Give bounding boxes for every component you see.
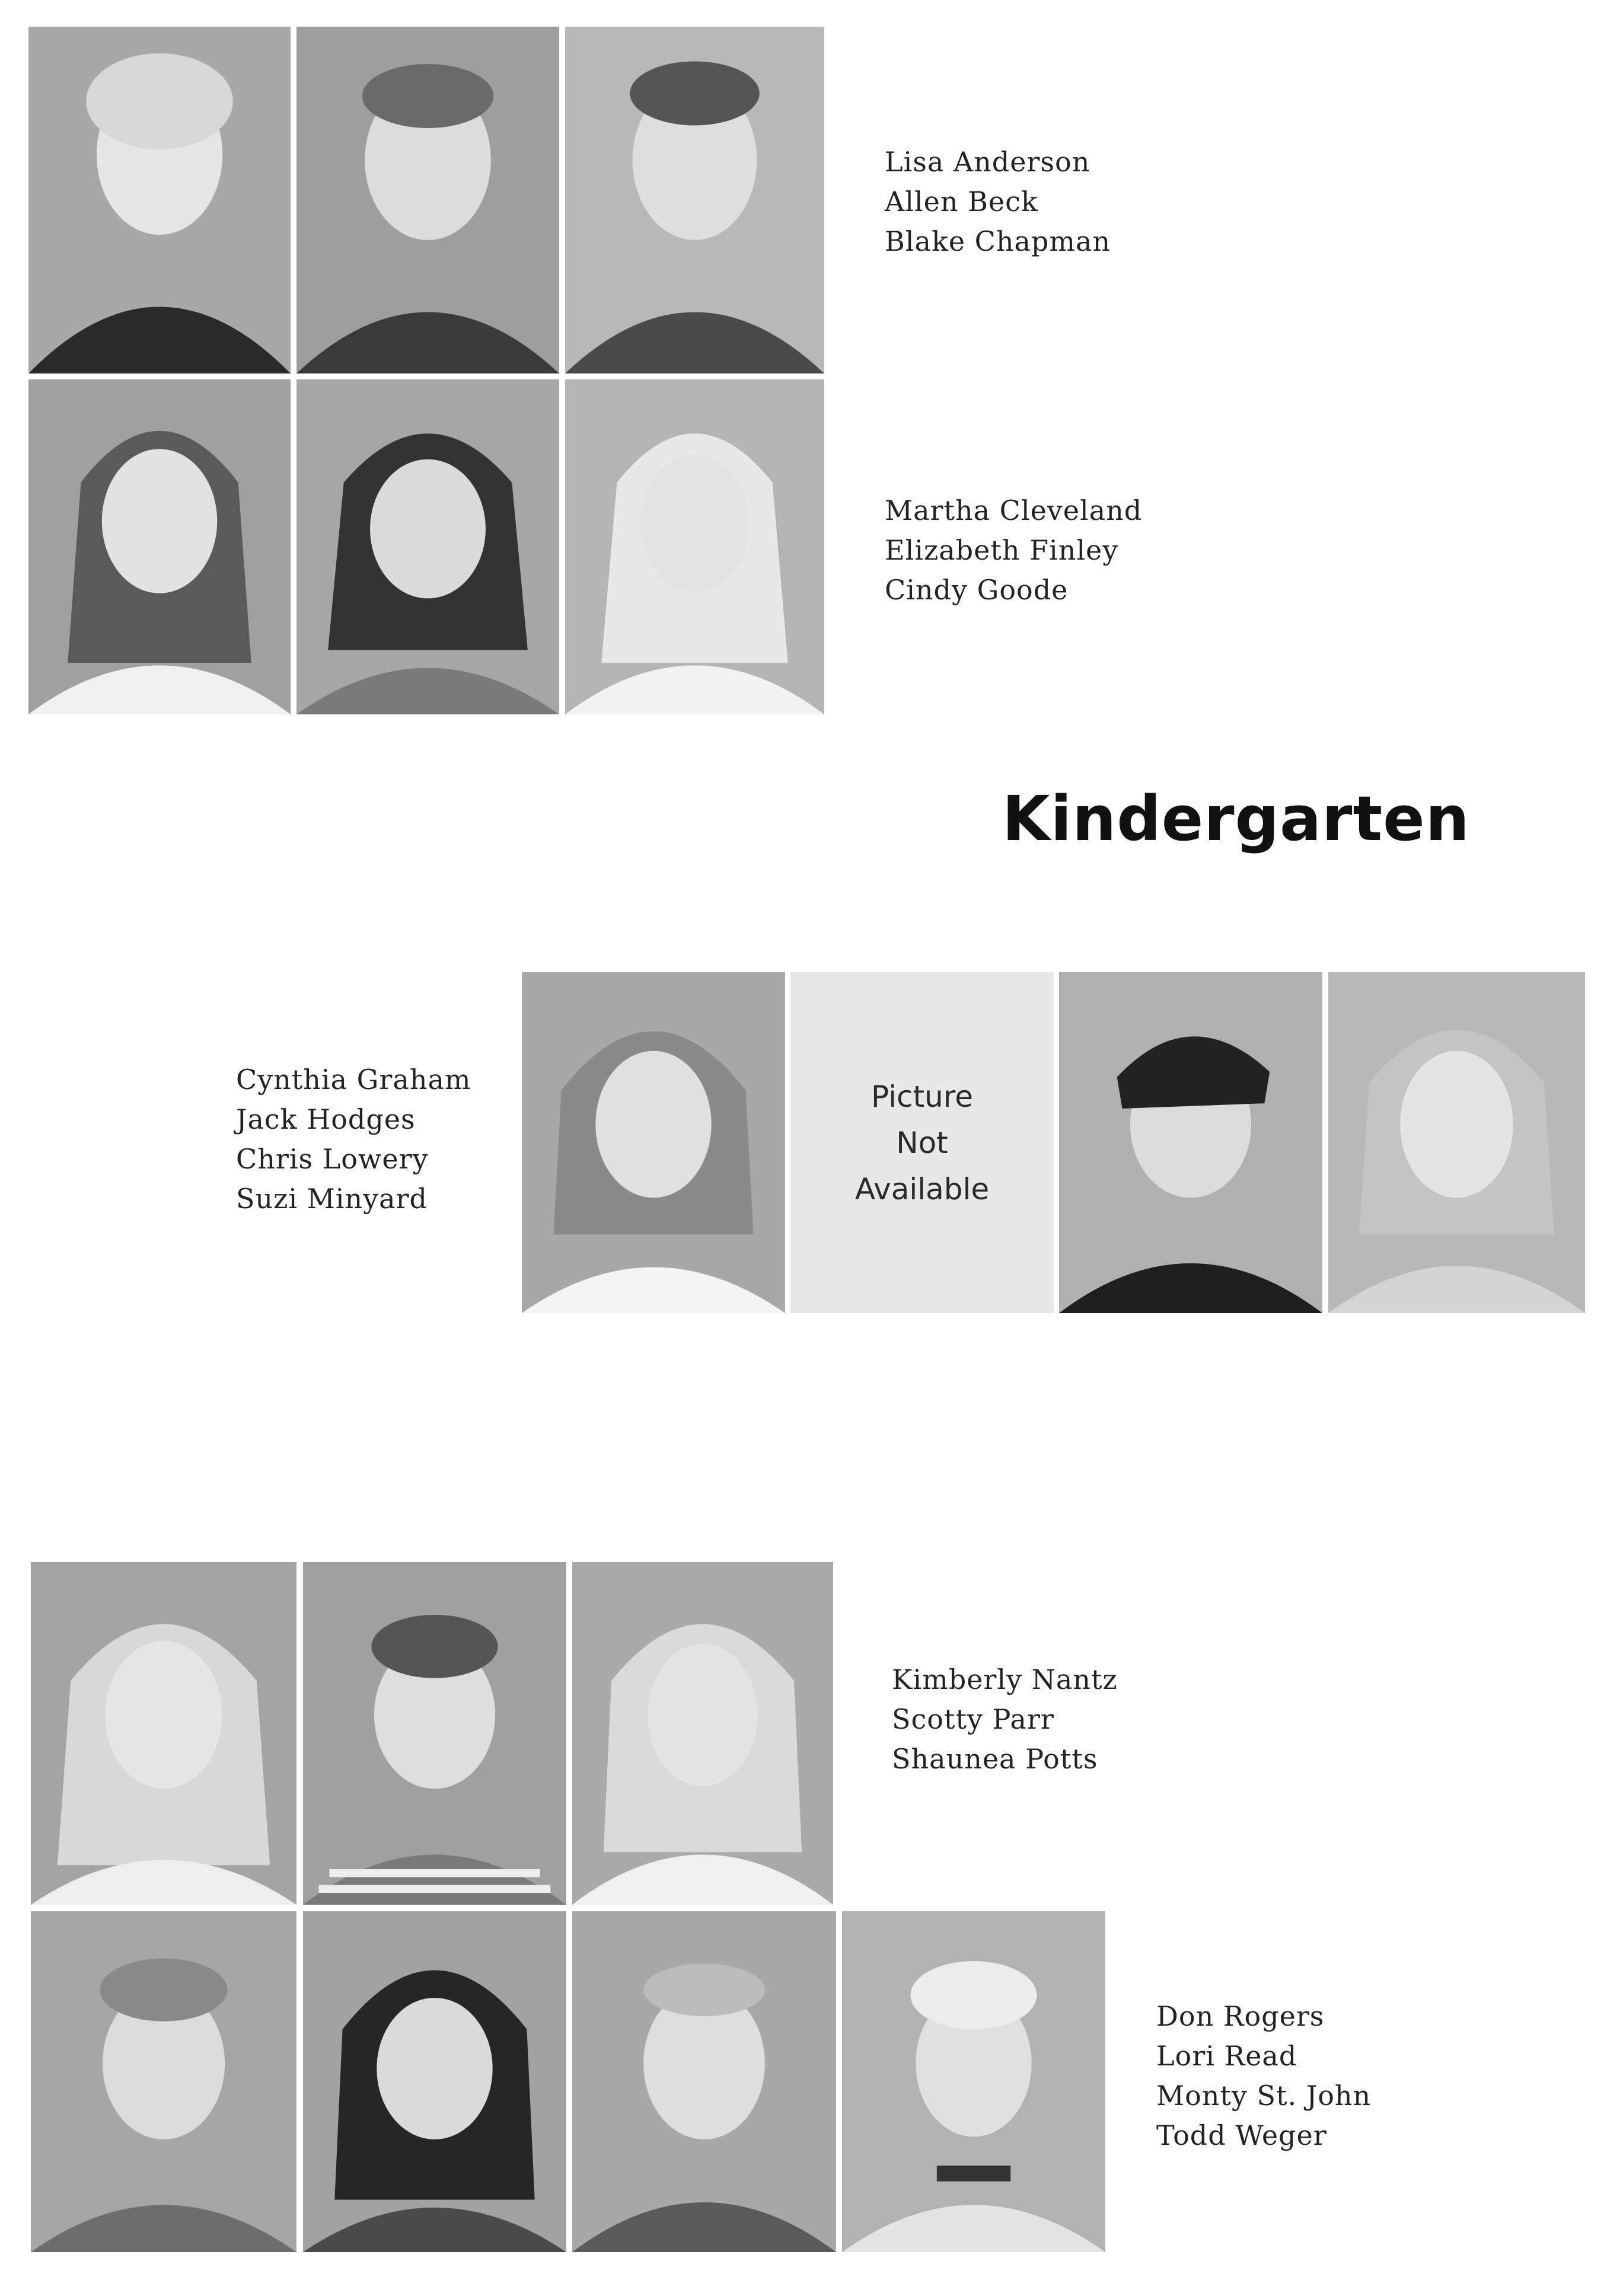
- portrait-photo: [296, 27, 559, 373]
- name-list: [885, 142, 1111, 261]
- student-name: Chris Lowery: [236, 1143, 429, 1175]
- student-name: Cynthia Graham: [236, 1064, 471, 1096]
- portrait-photo: [572, 1562, 833, 1905]
- name-list: [1156, 1997, 1371, 2156]
- student-name: Martha Cleveland: [885, 494, 1143, 526]
- student-name: Lisa Anderson: [885, 146, 1090, 178]
- student-name: Scotty Parr: [892, 1703, 1054, 1735]
- portrait-photo: [572, 1911, 836, 2252]
- student-name: Kimberly Nantz: [892, 1663, 1118, 1695]
- portrait-photo: [28, 379, 291, 714]
- portrait-photo: [31, 1562, 296, 1905]
- portrait-photo: [296, 379, 559, 714]
- portrait-photo: [522, 972, 785, 1313]
- placeholder-text: Picture: [871, 1079, 973, 1114]
- portrait-photo: [31, 1911, 296, 2252]
- student-name: Elizabeth Finley: [885, 534, 1119, 566]
- portrait-photo: [1328, 972, 1585, 1313]
- student-name: Todd Weger: [1156, 2119, 1327, 2151]
- student-name: Jack Hodges: [236, 1103, 416, 1135]
- portrait-photo: [1059, 972, 1322, 1313]
- portrait-photo: [303, 1562, 566, 1905]
- name-list: [885, 491, 1142, 610]
- student-name: Allen Beck: [885, 186, 1038, 218]
- portrait-photo: [303, 1911, 566, 2252]
- page-title: Kindergarten: [1002, 783, 1470, 855]
- name-list: [236, 1060, 471, 1219]
- placeholder-text: Not: [896, 1125, 948, 1160]
- student-name: Lori Read: [1156, 2040, 1297, 2072]
- student-name: Blake Chapman: [885, 225, 1111, 257]
- portrait-photo: [565, 27, 824, 373]
- portrait-photo: [842, 1911, 1105, 2252]
- student-name: Cindy Goode: [885, 574, 1069, 606]
- student-name: Shaunea Potts: [892, 1743, 1098, 1775]
- student-name: Don Rogers: [1156, 2000, 1325, 2032]
- student-name: Monty St. John: [1156, 2080, 1372, 2112]
- portrait-photo: [28, 27, 291, 373]
- picture-not-available-placeholder: [790, 972, 1054, 1313]
- portrait-photo: [565, 379, 824, 714]
- student-name: Suzi Minyard: [236, 1183, 428, 1215]
- name-list: [892, 1660, 1118, 1779]
- placeholder-text: Available: [854, 1171, 990, 1206]
